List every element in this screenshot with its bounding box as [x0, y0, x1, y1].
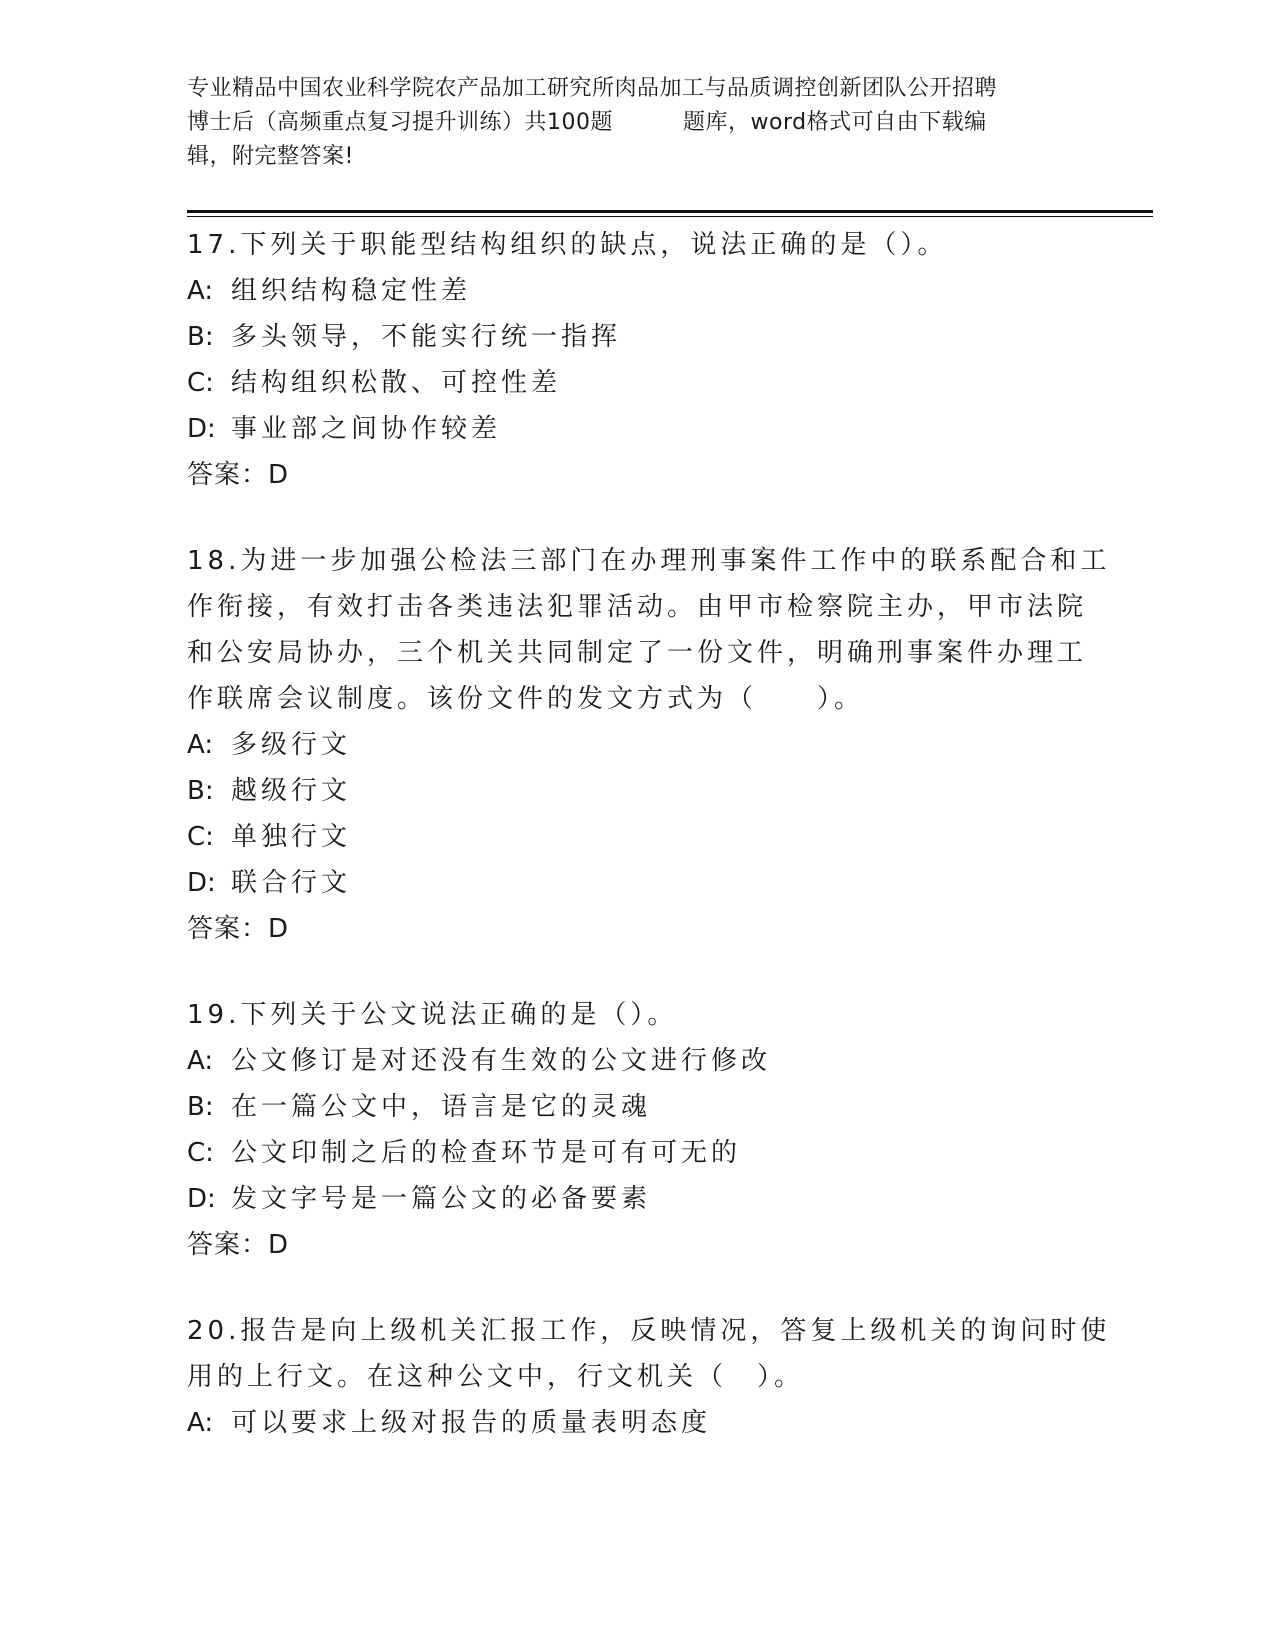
option-letter: A:	[187, 276, 214, 306]
option-letter: D:	[187, 1184, 216, 1214]
answer-line: 答案：D	[187, 914, 290, 944]
question-stem: 19.下列关于公文说法正确的是（）。	[187, 1000, 678, 1030]
option-text: 多级行文	[231, 730, 352, 760]
option-text: 公文修订是对还没有生效的公文进行修改	[231, 1046, 772, 1076]
header-divider-thin	[187, 216, 1153, 217]
option-a	[187, 268, 1117, 314]
header-line-3: 辑，附完整答案!	[187, 144, 354, 169]
option-text: 结构组织松散、可控性差	[231, 368, 562, 398]
question-stem-line-2: 用的上行文。在这种公文中，行文机关（ ）。	[187, 1362, 805, 1392]
option-letter: C:	[187, 1138, 214, 1168]
option-letter: D:	[187, 414, 216, 444]
header-line-2-part-b: 题库，word格式可自由下载编	[683, 110, 987, 135]
option-text: 可以要求上级对报告的质量表明态度	[231, 1408, 712, 1438]
option-a	[187, 1038, 1117, 1084]
option-letter: C:	[187, 368, 214, 398]
header-line-2-part-a: 博士后（高频重点复习提升训练）共100题	[187, 110, 613, 135]
question-18	[187, 538, 1117, 952]
option-text: 发文字号是一篇公文的必备要素	[231, 1184, 652, 1214]
option-b	[187, 768, 1117, 814]
option-letter: A:	[187, 1408, 214, 1438]
question-stem-line-1: 20.报告是向上级机关汇报工作，反映情况，答复上级机关的询问时使	[187, 1316, 1111, 1346]
option-letter: C:	[187, 822, 214, 852]
question-stem: 17.下列关于职能型结构组织的缺点，说法正确的是（）。	[187, 230, 948, 260]
question-stem-line-4: 作联席会议制度。该份文件的发文方式为（ ）。	[187, 684, 865, 714]
option-a	[187, 1400, 1117, 1446]
option-c	[187, 1130, 1117, 1176]
option-letter: A:	[187, 1046, 214, 1076]
question-20	[187, 1308, 1117, 1446]
option-text: 联合行文	[231, 868, 352, 898]
answer-line: 答案：D	[187, 1230, 290, 1260]
question-list	[187, 222, 1117, 1486]
option-d	[187, 1176, 1117, 1222]
answer-line: 答案：D	[187, 460, 290, 490]
option-text: 单独行文	[231, 822, 352, 852]
option-letter: A:	[187, 730, 214, 760]
option-text: 多头领导，不能实行统一指挥	[231, 322, 622, 352]
question-stem-line-3: 和公安局协办，三个机关共同制定了一份文件，明确刑事案件办理工	[187, 638, 1088, 668]
option-text: 在一篇公文中，语言是它的灵魂	[231, 1092, 652, 1122]
question-stem-line-1: 18.为进一步加强公检法三部门在办理刑事案件工作中的联系配合和工	[187, 546, 1111, 576]
option-b	[187, 314, 1117, 360]
header-divider-thick	[187, 210, 1153, 213]
question-19	[187, 992, 1117, 1268]
question-17	[187, 222, 1117, 498]
option-letter: D:	[187, 868, 216, 898]
question-stem-line-2: 作衔接，有效打击各类违法犯罪活动。由甲市检察院主办，甲市法院	[187, 592, 1088, 622]
option-letter: B:	[187, 322, 214, 352]
option-c	[187, 814, 1117, 860]
header-line-1: 专业精品中国农业科学院农产品加工研究所肉品加工与品质调控创新团队公开招聘	[187, 76, 998, 101]
option-c	[187, 360, 1117, 406]
option-b	[187, 1084, 1117, 1130]
option-text: 越级行文	[231, 776, 352, 806]
option-text: 公文印制之后的检查环节是可有可无的	[231, 1138, 742, 1168]
option-text: 事业部之间协作较差	[231, 414, 502, 444]
option-d	[187, 860, 1117, 906]
option-letter: B:	[187, 776, 214, 806]
option-a	[187, 722, 1117, 768]
option-d	[187, 406, 1117, 452]
option-text: 组织结构稳定性差	[231, 276, 472, 306]
document-header	[187, 72, 1087, 174]
header-line-2	[187, 106, 1087, 140]
option-letter: B:	[187, 1092, 214, 1122]
